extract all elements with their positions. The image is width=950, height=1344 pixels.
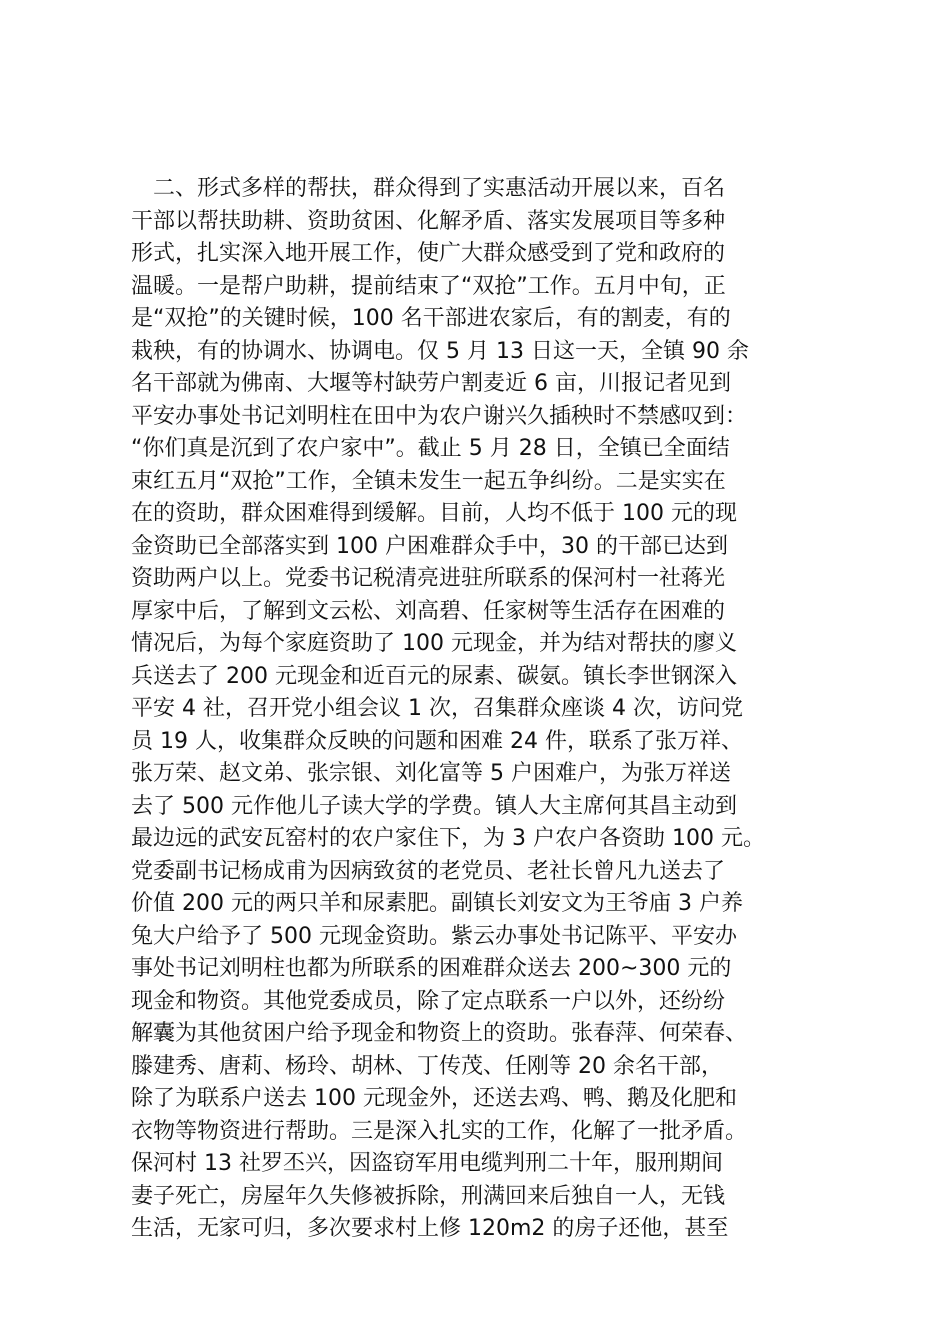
text-line: 去了 500 元作他儿子读大学的学费。镇人大主席何其昌主动到 [131, 793, 737, 819]
text-line: 束红五月“双抢”工作，全镇未发生一起五争纠纷。二是实实在 [131, 468, 726, 494]
text-line: 党委副书记杨成甫为因病致贫的老党员、老社长曾凡九送去了 [131, 858, 726, 884]
text-line: 干部以帮扶助耕、资助贫困、化解矛盾、落实发展项目等多种 [131, 208, 726, 234]
text-line: 价值 200 元的两只羊和尿素肥。副镇长刘安文为王爷庙 3 户养 [131, 891, 743, 916]
text-line: 张万荣、赵文弟、张宗银、刘化富等 5 户困难户，为张万祥送 [131, 761, 731, 786]
text-line: 解囊为其他贫困户给予现金和物资上的资助。张春萍、何荣春、 [131, 1021, 748, 1046]
text-line: 除了为联系户送去 100 元现金外，还送去鸡、鸭、鹅及化肥和 [131, 1086, 737, 1111]
text-line: 事处书记刘明柱也都为所联系的困难群众送去 200~300 元的 [131, 956, 732, 981]
text-line: 情况后，为每个家庭资助了 100 元现金，并为结对帮扶的廖义 [131, 631, 737, 656]
text-line: 二、形式多样的帮扶，群众得到了实惠活动开展以来，百名 [131, 176, 726, 201]
text-line: 妻子死亡，房屋年久失修被拆除，刑满回来后独自一人，无钱 [131, 1183, 726, 1209]
text-line: 员 19 人，收集群众反映的问题和困难 24 件，联系了张万祥、 [131, 728, 743, 754]
text-line: 资助两户以上。党委书记税清亮进驻所联系的保河村一社蒋光 [131, 566, 726, 591]
text-line: 温暖。一是帮户助耕，提前结束了“双抢”工作。五月中旬，正 [131, 273, 726, 299]
text-line: 保河村 13 社罗丕兴，因盗窃军用电缆判刑二十年，服刑期间 [131, 1151, 723, 1176]
text-line: 平安 4 社，召开党小组会议 1 次，召集群众座谈 4 次，访问党 [131, 696, 743, 721]
text-line: 金资助已全部落实到 100 户困难群众手中，30 的干部已达到 [131, 533, 728, 559]
text-line: 衣物等物资进行帮助。三是深入扎实的工作，化解了一批矛盾。 [131, 1118, 748, 1144]
text-line: 形式，扎实深入地开展工作，使广大群众感受到了党和政府的 [131, 241, 726, 266]
text-line: 兔大户给予了 500 元现金资助。紫云办事处书记陈平、平安办 [131, 923, 737, 949]
text-line: 厚家中后，了解到文云松、刘高碧、任家树等生活存在困难的 [131, 598, 726, 624]
text-line: 栽秧，有的协调水、协调电。仅 5 月 13 日这一天，全镇 90 余 [131, 338, 749, 364]
text-line: 在的资助，群众困难得到缓解。目前，人均不低于 100 元的现 [131, 501, 737, 526]
text-line: “你们真是沉到了农户家中”。截止 5 月 28 日，全镇已全面结 [131, 436, 730, 461]
body-paragraph [131, 173, 851, 1246]
text-line: 兵送去了 200 元现金和近百元的尿素、碳氨。镇长李世钢深入 [131, 663, 737, 689]
text-line: 名干部就为佛南、大堰等村缺劳户割麦近 6 亩，川报记者见到 [131, 371, 731, 396]
text-line: 滕建秀、唐莉、杨玲、胡林、丁传茂、任刚等 20 余名干部， [131, 1053, 723, 1079]
text-line: 平安办事处书记刘明柱在田中为农户谢兴久插秧时不禁感叹到： [131, 403, 748, 429]
text-line: 最边远的武安瓦窑村的农户家住下，为 3 户农户各资助 100 元。 [131, 826, 765, 851]
text-line: 是“双抢”的关键时候，100 名干部进农家后，有的割麦，有的 [131, 306, 731, 331]
text-line: 生活，无家可归，多次要求村上修 120m2 的房子还他，甚至 [131, 1216, 729, 1241]
text-line: 现金和物资。其他党委成员，除了定点联系一户以外，还纷纷 [131, 988, 726, 1014]
